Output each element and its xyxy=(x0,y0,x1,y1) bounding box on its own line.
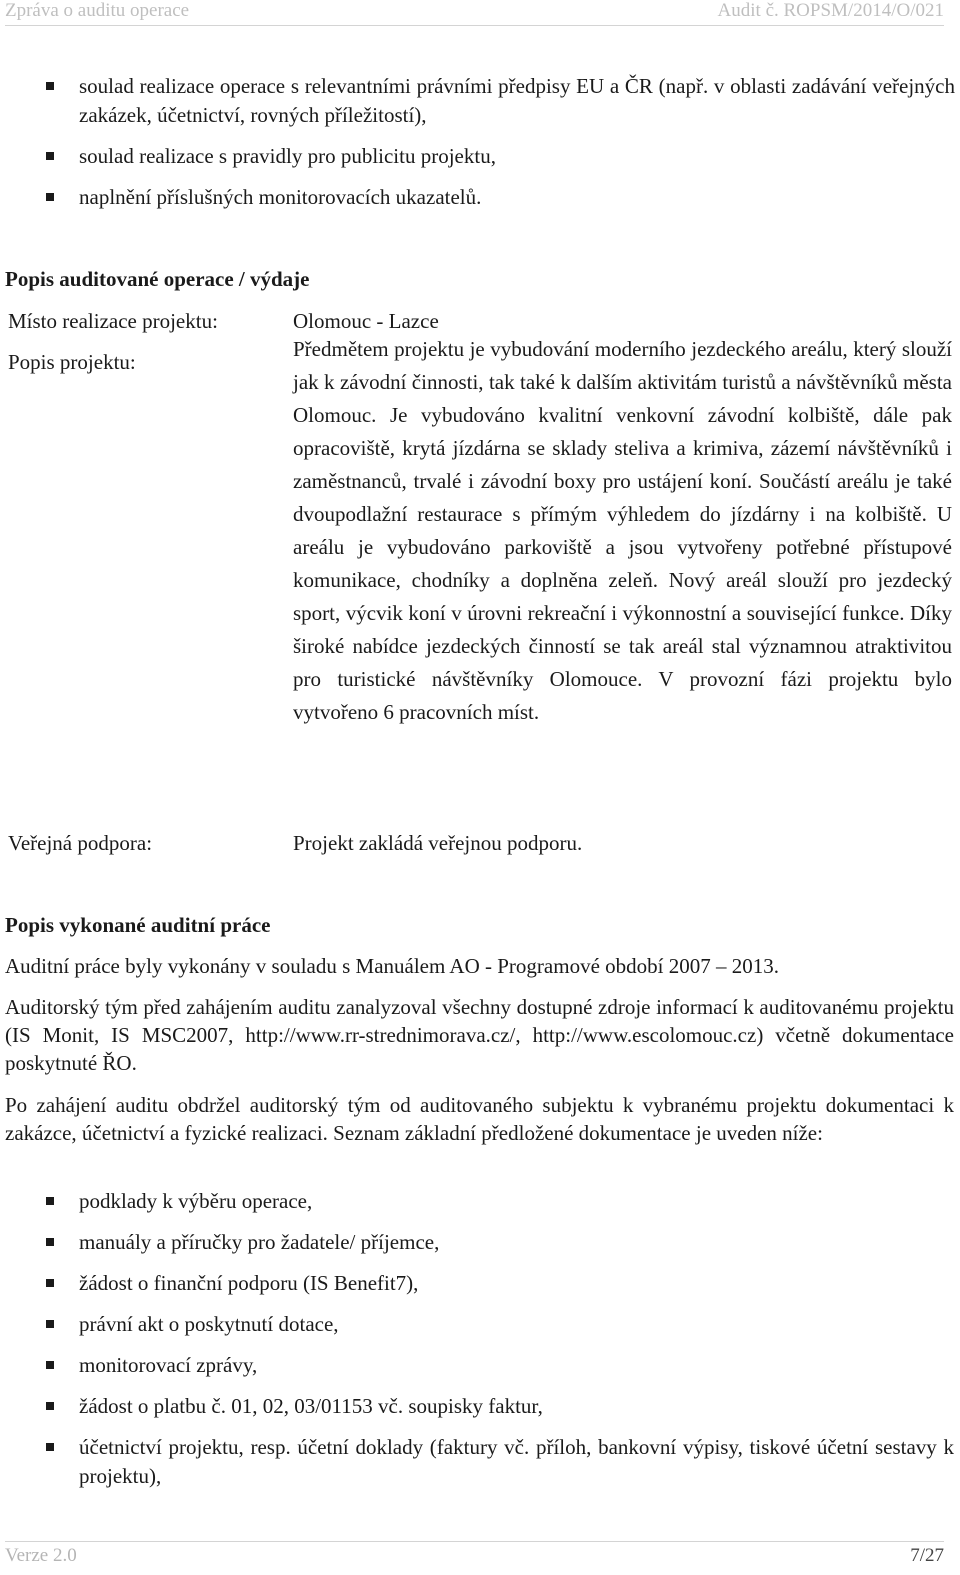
section-heading-operation: Popis auditované operace / výdaje xyxy=(5,267,310,291)
square-bullet-icon xyxy=(46,82,54,90)
list-item xyxy=(5,1310,954,1339)
list-item xyxy=(5,1433,954,1491)
list-item-text: naplnění příslušných monitorovacích ukazatelů. xyxy=(79,185,482,209)
square-bullet-icon xyxy=(46,1361,54,1369)
list-item xyxy=(5,1392,954,1421)
list-item xyxy=(5,72,955,130)
audit-work-paragraph-2: Auditorský tým před zahájením auditu zanalyzoval všechny dostupné zdroje informací k auditovanému projektu (IS Monit, IS MSC2007, http://www.rr-strednimorava.cz/, http://www.escolomouc.cz) včetně dokumentace poskytnuté ŘO. xyxy=(5,995,954,1075)
square-bullet-icon xyxy=(46,1443,54,1451)
list-item-text: žádost o platbu č. 01, 02, 03/01153 vč. soupisky faktur, xyxy=(79,1394,543,1418)
list-item-text: monitorovací zprávy, xyxy=(79,1353,258,1377)
list-item xyxy=(5,1228,954,1257)
location-value: Olomouc - Lazce xyxy=(293,309,439,333)
footer-version: Verze 2.0 xyxy=(5,1545,77,1566)
header-document-title: Zpráva o auditu operace xyxy=(5,0,190,21)
square-bullet-icon xyxy=(46,1320,54,1328)
square-bullet-icon xyxy=(46,1197,54,1205)
list-item xyxy=(5,1187,954,1216)
footer-page-number: 7/27 xyxy=(910,1545,944,1566)
list-item-text: podklady k výběru operace, xyxy=(79,1189,313,1213)
header-divider xyxy=(5,25,944,26)
list-item-text: právní akt o poskytnutí dotace, xyxy=(79,1312,339,1336)
square-bullet-icon xyxy=(46,1238,54,1246)
public-support-label: Veřejná podpora: xyxy=(8,831,153,855)
list-item xyxy=(5,142,955,171)
square-bullet-icon xyxy=(46,193,54,201)
footer-divider xyxy=(5,1541,944,1542)
public-support-value: Projekt zakládá veřejnou podporu. xyxy=(293,831,583,855)
square-bullet-icon xyxy=(46,1402,54,1410)
list-item xyxy=(5,1269,954,1298)
documentation-bullet-list xyxy=(5,1187,954,1503)
list-item xyxy=(5,183,955,212)
description-label: Popis projektu: xyxy=(8,350,136,374)
page-header xyxy=(5,0,944,24)
header-audit-number: Audit č. ROPSM/2014/O/021 xyxy=(717,0,944,21)
page-footer xyxy=(5,1545,944,1569)
audit-work-paragraph-3: Po zahájení auditu obdržel auditorský tým od auditovaného subjektu k vybranému projektu dokumentaci k zakázce, účetnictví a fyzické realizaci. Seznam základní předložené dokumentace je uveden níže: xyxy=(5,1093,954,1145)
list-item-text: manuály a příručky pro žadatele/ příjemce, xyxy=(79,1230,440,1254)
list-item-text: účetnictví projektu, resp. účetní doklady (faktury vč. příloh, bankovní výpisy, tiskové účetní sestavy k projektu), xyxy=(79,1435,954,1488)
square-bullet-icon xyxy=(46,1279,54,1287)
list-item-text: soulad realizace operace s relevantními právními předpisy EU a ČR (např. v oblasti zadávání veřejných zakázek, účetnictví, rovných příležitostí), xyxy=(79,74,955,127)
section-heading-audit-work: Popis vykonané auditní práce xyxy=(5,913,271,937)
list-item-text: žádost o finanční podporu (IS Benefit7), xyxy=(79,1271,419,1295)
list-item xyxy=(5,1351,954,1380)
list-item-text: soulad realizace s pravidly pro publicitu projektu, xyxy=(79,144,496,168)
scope-bullet-list xyxy=(5,72,955,224)
audit-work-paragraph-1: Auditní práce byly vykonány v souladu s Manuálem AO - Programové období 2007 – 2013. xyxy=(5,954,779,978)
description-value: Předmětem projektu je vybudování moderního jezdeckého areálu, který slouží jak k závodní činnosti, tak také k dalším aktivitám turistů a návštěvníků města Olomouc. Je vybudováno kvalitní venkovní závodní kolbiště, dále pak opracoviště, krytá jízdárna se sklady steliva a krimiva, zázemí návštěvníků i zaměstnanců, trvalé i závodní boxy pro ustájení koní. Součástí areálu je také dvoupodlažní restaurace s přímým výhledem do jízdárny i na kolbiště. U areálu je vybudováno parkoviště a jsou vytvořeny potřebné přístupové komunikace, chodníky a doplněna zeleň. Nový areál slouží pro jezdecký sport, výcvik koní v úrovni rekreační i výkonnostní a související funkce. Díky široké nabídce jezdeckých činností se tak areál stal významnou atraktivitou pro turistické návštěvníky Olomouce. V provozní fázi projektu bylo vytvořeno 6 pracovních míst. xyxy=(293,337,952,724)
square-bullet-icon xyxy=(46,152,54,160)
location-label: Místo realizace projektu: xyxy=(8,309,218,333)
